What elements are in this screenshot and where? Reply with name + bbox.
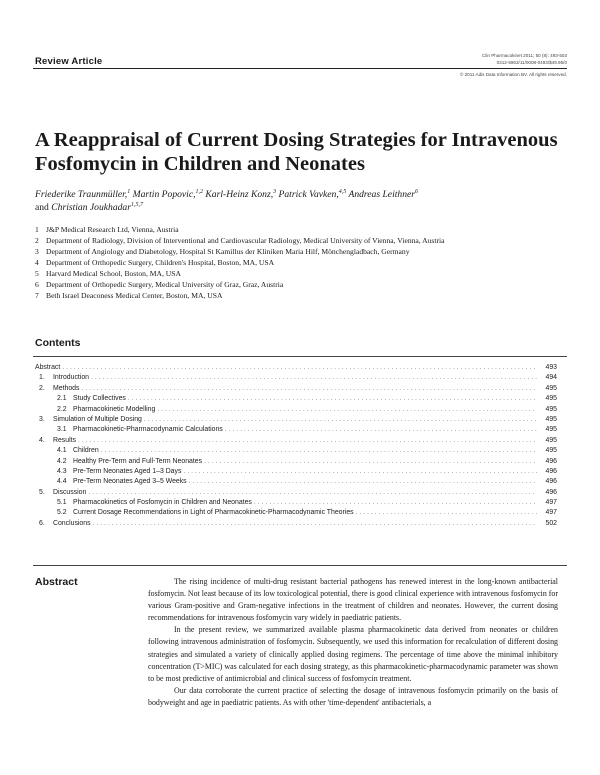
author: Martin Popovic,$^{1,2}$ <box>132 188 203 200</box>
toc-leader-dots <box>189 477 537 487</box>
toc-leader-dots <box>78 436 537 446</box>
contents-end-rule <box>33 565 567 566</box>
toc-entry[interactable] <box>35 394 557 404</box>
toc-entry-number: 3. <box>39 415 45 423</box>
toc-entry-page: 494 <box>545 374 557 382</box>
author-list <box>35 188 575 214</box>
toc-entry-number: 5.2 <box>57 509 67 517</box>
affiliation-list <box>35 224 575 301</box>
toc-entry[interactable] <box>35 498 557 508</box>
toc-entry-label: Healthy Pre-Term and Full-Term Neonates <box>73 457 203 465</box>
toc-entry-page: 497 <box>545 499 557 507</box>
toc-leader-dots <box>128 394 537 404</box>
toc-entry-label: Current Dosage Recommendations in Light of Pharmacokinetic-Pharmacodynamic Theories <box>73 509 354 517</box>
toc-entry[interactable] <box>35 488 557 498</box>
toc-entry-number: 3.1 <box>57 426 67 434</box>
toc-entry-number: 2.2 <box>57 405 67 413</box>
toc-entry-label: Introduction <box>53 374 90 382</box>
toc-leader-dots <box>62 363 537 373</box>
toc-entry[interactable] <box>35 446 557 456</box>
toc-entry[interactable] <box>35 384 557 394</box>
toc-entry-number: 4.2 <box>57 457 67 465</box>
toc-entry-page: 496 <box>545 478 557 486</box>
toc-entry[interactable] <box>35 436 557 446</box>
toc-leader-dots <box>93 519 537 529</box>
toc-entry-page: 495 <box>545 447 557 455</box>
toc-entry-page: 495 <box>545 415 557 423</box>
toc-entry-page: 496 <box>545 488 557 496</box>
affiliation: 5 Harvard Medical School, Boston, MA, USA <box>35 269 181 278</box>
affiliation: 6 Department of Orthopedic Surgery, Medical University of Graz, Graz, Austria <box>35 280 284 289</box>
toc-entry-number: 6. <box>39 519 45 527</box>
authors-and: and <box>35 202 49 213</box>
toc-entry-label: Abstract <box>35 364 61 371</box>
toc-entry-number: 4.3 <box>57 467 67 475</box>
toc-entry[interactable] <box>35 405 557 415</box>
affiliation: 4 Department of Orthopedic Surgery, Children's Hospital, Boston, MA, USA <box>35 258 275 267</box>
abstract-body <box>148 576 558 709</box>
author: Andreas Leithner$^6$ <box>348 188 418 200</box>
toc-entry-label: Pharmacokinetics of Fosfomycin in Children and Neonates <box>73 499 252 507</box>
citation-info <box>482 53 567 66</box>
abstract-paragraph: In the present review, we summarized available plasma pharmacokinetic data derived from neonates or children following intravenous administration of fosfomycin. Subsequently, we used this information for recalculation of different dosing strategies and simulated a variety of clinically applied dosing regimens. The percentage of time above the minimal inhibitory concentration (T>MIC) was calculated for each dosing strategy, as this pharmacokinetic-pharmacodynamic parameter was shown to be most predictive of antimicrobial and clinical success of fosfomycin treatment. <box>148 625 558 683</box>
affiliation: 7 Beth Israel Deaconess Medical Center, Boston, MA, USA <box>35 291 223 300</box>
copyright-notice: © 2011 Adis Data Information BV. All rights reserved. <box>459 72 567 77</box>
toc-entry-page: 495 <box>545 426 557 434</box>
article-title: A Reappraisal of Current Dosing Strategies for Intravenous Fosfomycin in Children and Neonates <box>35 129 558 175</box>
abstract-paragraph: Our data corroborate the current practice of selecting the dosage of intravenous fosfomycin primarily on the basis of bodyweight and age in paediatric patients. As with other 'time-dependent' antibacterials, a <box>148 685 558 707</box>
toc-entry-page: 496 <box>545 467 557 475</box>
toc-entry-page: 496 <box>545 457 557 465</box>
toc-entry-page: 495 <box>545 395 557 403</box>
author: Karl-Heinz Konz,$^3$ <box>205 188 277 200</box>
toc-leader-dots <box>157 405 537 415</box>
toc-entry-number: 5. <box>39 488 45 496</box>
citation-line-1: Clin Pharmacokinet 2011; 50 (8): 493-503 <box>482 53 567 58</box>
toc-entry[interactable] <box>35 508 557 518</box>
affiliation: 2 Department of Radiology, Division of Interventional and Cardiovascular Radiology, Medical University of Vienna, Vienna, Austria <box>35 236 445 245</box>
toc-entry-page: 493 <box>545 364 557 371</box>
toc-leader-dots <box>225 425 537 435</box>
toc-entry-label: Methods <box>53 384 80 392</box>
toc-entry-number: 4.1 <box>57 447 67 455</box>
author: Patrick Vavken,$^{4,5}$ <box>278 188 347 200</box>
toc-entry-number: 5.1 <box>57 499 67 507</box>
toc-leader-dots <box>91 373 537 383</box>
table-of-contents <box>35 363 557 529</box>
affiliation: 1 J&P Medical Research Ltd, Vienna, Austria <box>35 225 179 234</box>
toc-entry-label: Children <box>73 447 99 455</box>
header-rule <box>33 68 567 69</box>
toc-entry-page: 495 <box>545 436 557 444</box>
toc-entry-number: 1. <box>39 374 45 382</box>
toc-leader-dots <box>101 446 537 456</box>
toc-entry[interactable] <box>35 425 557 435</box>
toc-entry-label: Results <box>53 436 76 444</box>
toc-entry[interactable] <box>35 477 557 487</box>
contents-heading: Contents <box>35 337 81 349</box>
abstract-paragraph: The rising incidence of multi-drug resistant bacterial pathogens has renewed interest in the long-known antibacterial fosfomycin. Not least because of its low toxicological potential, there is good clinical experience with intravenous fosfomycin for various Gram-positive and Gram-negative infections in the treatment of children and neonates. However, the current dosing recommendations for intravenous fosfomycin vary widely in paediatric patients. <box>148 577 558 623</box>
toc-entry[interactable] <box>35 467 557 477</box>
affiliation: 3 Department of Angiology and Diabetology, Hospital St Kamillus der Kliniken Maria Hilf, Mönchengladbach, Germany <box>35 247 410 256</box>
author: Friederike Traunmüller,$^1$ <box>35 188 131 200</box>
author: Christian Joukhadar$^{1,5,7}$ <box>51 201 143 213</box>
toc-entry-label: Study Collectives <box>73 395 126 403</box>
citation-line-2: 0312-5963/11/0008-0493/$49.95/0 <box>496 59 567 65</box>
toc-entry[interactable] <box>35 415 557 425</box>
toc-entry[interactable] <box>35 363 557 373</box>
toc-entry-label: Discussion <box>53 488 87 496</box>
toc-entry-label: Pharmacokinetic-Pharmacodynamic Calculations <box>73 426 223 434</box>
toc-entry-page: 497 <box>545 509 557 517</box>
toc-entry-page: 495 <box>545 384 557 392</box>
toc-leader-dots <box>254 498 537 508</box>
section-label: Review Article <box>35 56 103 67</box>
toc-entry-page: 495 <box>545 405 557 413</box>
toc-leader-dots <box>144 415 537 425</box>
toc-entry[interactable] <box>35 519 557 529</box>
abstract-heading: Abstract <box>35 576 78 588</box>
toc-entry-number: 2.1 <box>57 395 67 403</box>
toc-entry-page: 502 <box>545 519 557 527</box>
toc-leader-dots <box>88 488 537 498</box>
toc-leader-dots <box>183 467 537 477</box>
toc-entry[interactable] <box>35 457 557 467</box>
contents-rule <box>33 356 567 357</box>
toc-entry-label: Simulation of Multiple Dosing <box>53 415 142 423</box>
toc-entry[interactable] <box>35 373 557 383</box>
toc-entry-number: 4.4 <box>57 478 67 486</box>
toc-entry-label: Conclusions <box>53 519 91 527</box>
toc-entry-label: Pre-Term Neonates Aged 3–5 Weeks <box>73 478 187 486</box>
toc-leader-dots <box>81 384 537 394</box>
toc-entry-number: 4. <box>39 436 45 444</box>
toc-entry-label: Pharmacokinetic Modelling <box>73 405 156 413</box>
toc-entry-label: Pre-Term Neonates Aged 1–3 Days <box>73 467 182 475</box>
toc-entry-number: 2. <box>39 384 45 392</box>
toc-leader-dots <box>356 508 537 518</box>
toc-leader-dots <box>204 457 537 467</box>
